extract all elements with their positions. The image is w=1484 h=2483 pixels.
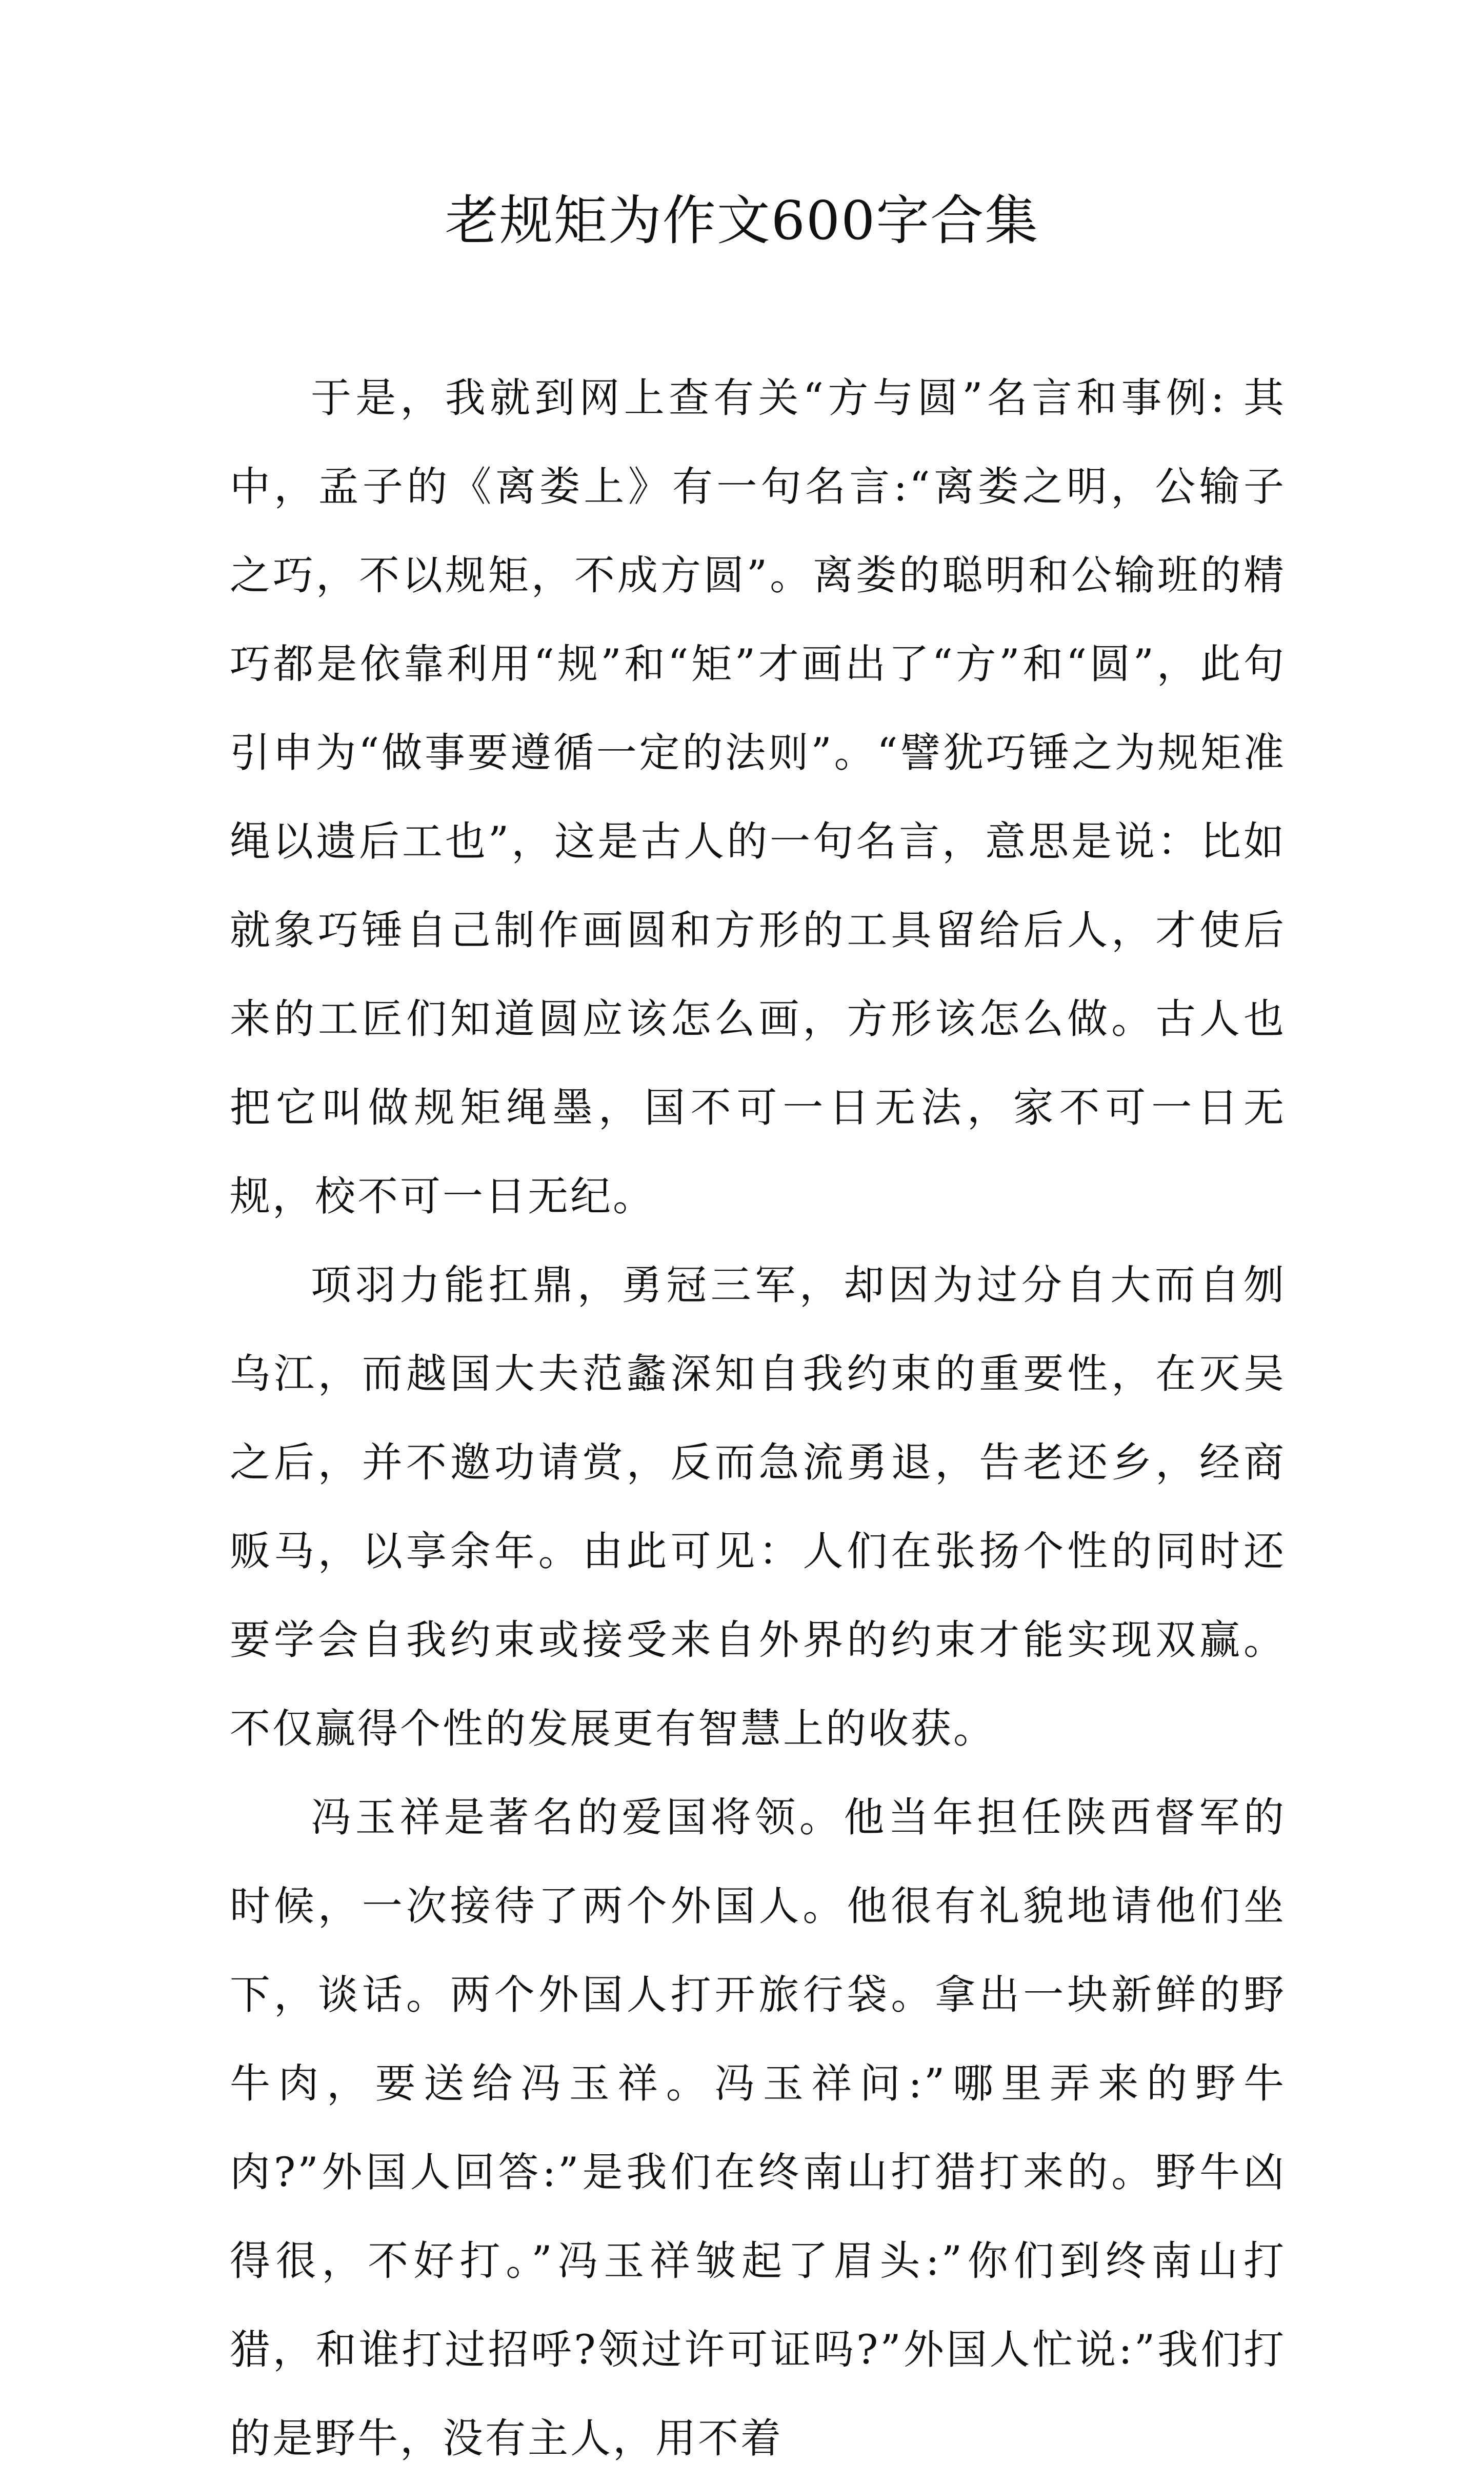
document-title: 老规矩为作文600字合集 xyxy=(445,189,1039,252)
paragraph-2: 项羽力能扛鼎，勇冠三军，却因为过分自大而自刎乌江，而越国大夫范蠡深知自我约束的重要性，在灭吴之后，并不邀功请赏，反而急流勇退，告老还乡，经商贩马，以享余年。由此可见：人们在张扬个性的同时还要学会自我约束或接受来自外界的约束才能实现双赢。不仅赢得个性的发展更有智慧上的收获。 xyxy=(230,1261,1286,1752)
paragraph-3: 冯玉祥是著名的爱国将领。他当年担任陕西督军的时候，一次接待了两个外国人。他很有礼貌地请他们坐下，谈话。两个外国人打开旅行袋。拿出一块新鲜的野牛肉，要送给冯玉祥。冯玉祥问:”哪里弄来的野牛肉?”外国人回答:”是我们在终南山打猎打来的。野牛凶得很，不好打。”冯玉祥皱起了眉头:”你们到终南山打猎，和谁打过招呼?领过许可证吗?”外国人忙说:”我们打的是野牛，没有主人，用不着 xyxy=(230,1794,1286,2462)
document-body xyxy=(230,354,1286,2483)
paragraph-1: 于是，我就到网上查有关“方与圆”名言和事例: 其中，孟子的《离娄上》有一句名言:“离娄之明，公输子之巧，不以规矩，不成方圆”。离娄的聪明和公输班的精巧都是依靠利用“规”和“矩”才画出了“方”和“圆”，此句引申为“做事要遵循一定的法则”。“譬犹巧锤之为规矩准绳以遗后工也”，这是古人的一句名言，意思是说：比如就象巧锤自己制作画圆和方形的工具留给后人，才使后来的工匠们知道圆应该怎么画，方形该怎么做。古人也把它叫做规矩绳墨，国不可一日无法，家不可一日无规，校不可一日无纪。 xyxy=(230,374,1286,1220)
